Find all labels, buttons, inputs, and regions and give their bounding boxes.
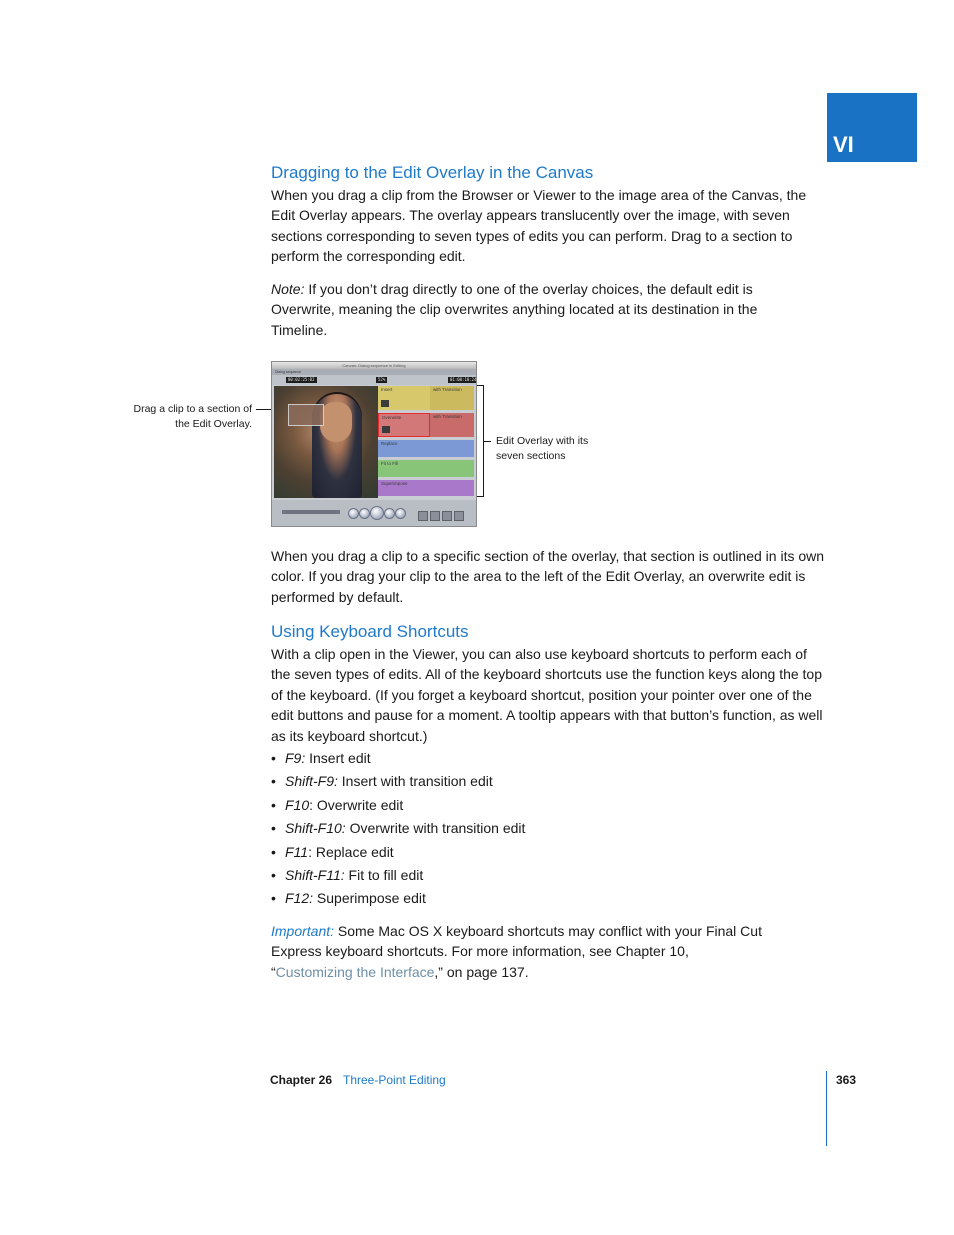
- list-item: • F9: Insert edit: [271, 750, 371, 766]
- next-edit-button[interactable]: [395, 508, 406, 519]
- list-item: • Shift-F10: Overwrite with transition edit: [271, 820, 526, 837]
- shortcut-desc: Overwrite with transition edit: [345, 820, 526, 837]
- overlay-overwrite-trans-label: with Transition: [433, 414, 462, 419]
- overlay-insert-trans-label: with Transition: [433, 387, 462, 392]
- shortcut-key: F11: [285, 843, 309, 860]
- paragraph-keyboard-shortcuts: With a clip open in the Viewer, you can also use keyboard shortcuts to perform each of the seven types of edits. All of the keyboard shortcuts use the function keys along the top of the keyboard. (If you forget a keyboard shortcut, position your pointer over one of the edit buttons and pause for a moment. A tooltip appears with that button’s function, as well as its keyboard shortcut.): [271, 646, 823, 744]
- customizing-interface-link[interactable]: Customizing the Interface: [275, 963, 435, 980]
- insert-arrow-icon: [381, 400, 389, 407]
- caption-right-line1: Edit Overlay with its: [496, 435, 589, 447]
- overlay-replace[interactable]: [378, 440, 474, 457]
- timecode-duration: 00:02:25:02: [288, 377, 315, 382]
- shortcut-desc: : Replace edit: [308, 843, 394, 860]
- footer-divider: [826, 1071, 827, 1146]
- important-text-1: Some Mac OS X keyboard shortcuts may conflict with your Final Cut Express keyboard shortcuts. For more information, see Chapter 10, “: [271, 923, 762, 980]
- previous-edit-button[interactable]: [348, 508, 359, 519]
- shortcut-desc: : Overwrite edit: [309, 796, 404, 813]
- overlay-overwrite[interactable]: [378, 413, 430, 437]
- overlay-fit-to-fill[interactable]: [378, 460, 474, 477]
- paragraph-overlay-outline: When you drag a clip to a specific section of the overlay, that section is outlined in its own color. If you drag your clip to the area to the left of the Edit Overlay, an overwrite edit is performed by default.: [271, 548, 825, 605]
- timecode-current: 01:00:10:24: [450, 377, 477, 382]
- shortcut-key: Shift-F10:: [285, 820, 346, 837]
- caption-right-line2: seven sections: [496, 450, 566, 462]
- shortcut-desc: Fit to fill edit: [344, 866, 424, 883]
- shortcut-list: [271, 748, 525, 912]
- shortcut-key: Shift-F9:: [285, 773, 338, 790]
- important-paragraph: [271, 921, 771, 982]
- important-text-2: ,” on page 137.: [434, 963, 529, 980]
- shortcut-desc: Superimpose edit: [313, 890, 426, 907]
- play-around-button[interactable]: [384, 508, 395, 519]
- list-item: • Shift-F9: Insert with transition edit: [271, 773, 493, 790]
- overlay-overwrite-label: Overwrite: [382, 415, 402, 420]
- paragraph-edit-overlay-intro: When you drag a clip from the Browser or Viewer to the image area of the Canvas, the Edit Overlay appears. The overlay appears translucently over the image, with seven sections corresponding to seven types of edits you can perform. Drag to a section to perform the corresponding edit.: [271, 187, 807, 265]
- section-heading-edit-overlay: Dragging to the Edit Overlay in the Canvas: [271, 163, 594, 182]
- overlay-superimpose-label: Superimpose: [381, 481, 408, 486]
- list-item: • Shift-F11: Fit to fill edit: [271, 866, 424, 883]
- mark-out-button[interactable]: [430, 511, 440, 521]
- dragged-clip-thumbnail[interactable]: [288, 404, 324, 426]
- bracket-top: [476, 385, 483, 386]
- bracket-bottom: [476, 496, 483, 497]
- overlay-superimpose[interactable]: [378, 480, 474, 496]
- important-label: Important:: [271, 923, 335, 939]
- canvas-tab: Dialog sequence: [272, 369, 477, 375]
- footer-chapter: Chapter 26: [270, 1073, 333, 1087]
- caption-left-line2: the Edit Overlay.: [175, 418, 252, 430]
- shortcut-key: Shift-F11:: [285, 866, 345, 883]
- canvas-screenshot: [271, 361, 477, 527]
- add-marker-button[interactable]: [442, 511, 452, 521]
- overlay-overwrite-with-transition[interactable]: [430, 413, 474, 437]
- canvas-controls: [272, 375, 476, 385]
- list-item: • F10: Overwrite edit: [271, 796, 404, 813]
- bracket-pointer: [484, 441, 491, 442]
- overlay-insert-with-transition[interactable]: [430, 386, 474, 410]
- list-item: • F12: Superimpose edit: [271, 890, 426, 907]
- section-heading-keyboard-shortcuts: Using Keyboard Shortcuts: [271, 622, 469, 641]
- transport-controls: [272, 500, 476, 526]
- overlay-insert[interactable]: [378, 386, 430, 410]
- shortcut-key: F9:: [285, 750, 306, 766]
- figure-caption-left: [128, 402, 252, 432]
- overwrite-arrow-icon: [382, 426, 390, 433]
- shortcut-key: F10: [285, 796, 310, 813]
- footer-page-number: 363: [836, 1073, 857, 1087]
- part-tab: [827, 93, 917, 162]
- zoom-popup[interactable]: 52%: [378, 377, 386, 382]
- video-person-face: [320, 402, 352, 442]
- note-text: If you don’t drag directly to one of the overlay choices, the default edit is Overwrite, meaning the clip overwrites anything located at its destination in the Timeline.: [271, 281, 758, 338]
- footer-chapter-title[interactable]: Three-Point Editing: [343, 1073, 446, 1087]
- figure-caption-right: [496, 434, 626, 464]
- overlay-fit-label: Fit to Fill: [381, 461, 399, 466]
- video-frame: [274, 386, 378, 498]
- canvas-titlebar: Canvas: Dialog sequence in Editing: [272, 362, 476, 369]
- match-frame-button[interactable]: [454, 511, 464, 521]
- play-in-out-button[interactable]: [359, 508, 370, 519]
- overlay-replace-label: Replace: [381, 441, 398, 446]
- shortcut-desc: Insert edit: [305, 750, 371, 766]
- edit-overlay: [378, 386, 474, 498]
- play-button[interactable]: [370, 506, 384, 520]
- list-item: • F11: Replace edit: [271, 843, 394, 860]
- mark-in-button[interactable]: [418, 511, 428, 521]
- shuttle-control[interactable]: [282, 510, 340, 514]
- note-label: Note:: [271, 281, 305, 297]
- note-paragraph: [271, 279, 781, 340]
- caption-left-line1: Drag a clip to a section of: [133, 403, 252, 415]
- part-tab-label: VI: [833, 132, 854, 157]
- shortcut-desc: Insert with transition edit: [337, 773, 493, 790]
- overlay-insert-label: Insert: [381, 387, 393, 392]
- shortcut-key: F12:: [285, 890, 314, 907]
